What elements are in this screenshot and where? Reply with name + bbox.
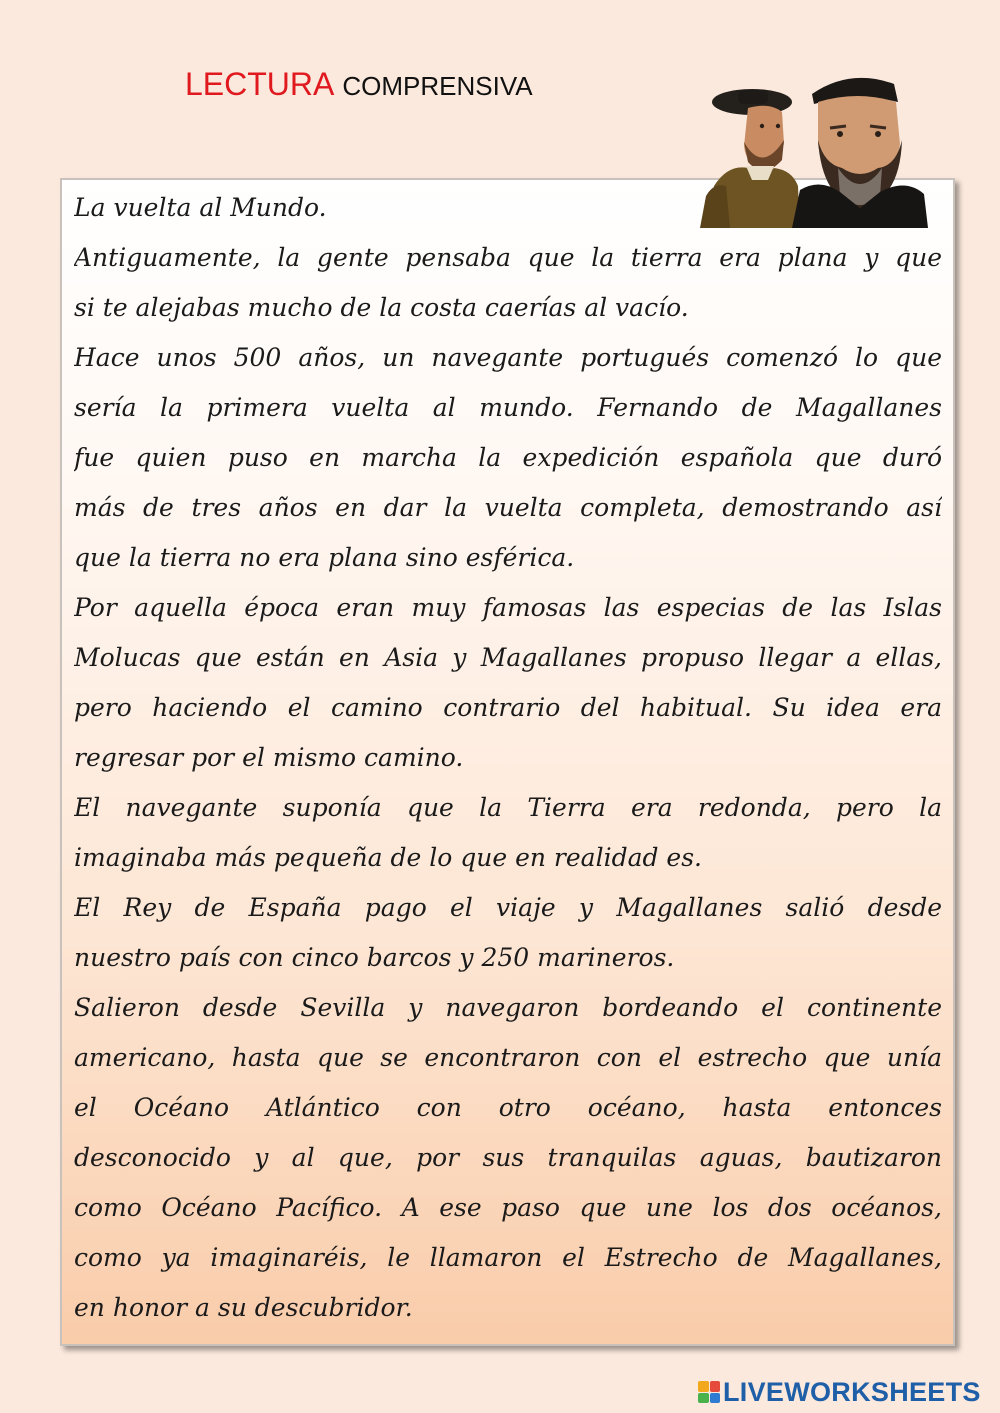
reading-line: imaginaba más pequeña de lo que en realidad es.: [74, 843, 703, 872]
reading-line: más de tres años en dar la vuelta completa, demostrando así: [74, 493, 942, 522]
reading-line: nuestro país con cinco barcos y 250 marineros.: [74, 943, 675, 972]
reading-line: Por aquella época eran muy famosas las especias de las Islas: [74, 593, 942, 622]
reading-line: que la tierra no era plana sino esférica.: [74, 543, 575, 572]
reading-line: americano, hasta que se encontraron con el estrecho que unía: [74, 1043, 942, 1072]
reading-line: como Océano Pacífico. A ese paso que une los dos océanos,: [74, 1193, 942, 1222]
reading-line: sería la primera vuelta al mundo. Fernando de Magallanes: [74, 393, 942, 422]
reading-line: Molucas que están en Asia y Magallanes propuso llegar a ellas,: [74, 643, 942, 672]
reading-line: desconocido y al que, por sus tranquilas aguas, bautizaron: [74, 1143, 942, 1172]
liveworksheets-logo-icon: [698, 1381, 720, 1403]
title-lectura: LECTURA: [185, 66, 335, 102]
reading-line: regresar por el mismo camino.: [74, 743, 464, 772]
liveworksheets-brand: [698, 1378, 981, 1406]
reading-line: pero haciendo el camino contrario del habitual. Su idea era: [74, 693, 942, 722]
reading-line: Hace unos 500 años, un navegante portugués comenzó lo que: [74, 343, 942, 372]
reading-title: La vuelta al Mundo.: [74, 193, 327, 222]
explorers-portrait-illustration: [700, 68, 928, 228]
reading-line: el Océano Atlántico con otro océano, hasta entonces: [74, 1093, 942, 1122]
reading-line: si te alejabas mucho de la costa caerías al vacío.: [74, 293, 689, 322]
reading-line: El Rey de España pago el viaje y Magallanes salió desde: [74, 893, 942, 922]
title-comprensiva: COMPRENSIVA: [342, 71, 533, 101]
reading-line: en honor a su descubridor.: [74, 1293, 413, 1322]
reading-line: Antiguamente, la gente pensaba que la tierra era plana y que: [74, 243, 942, 272]
reading-text-box: [60, 178, 955, 1346]
reading-line: fue quien puso en marcha la expedición española que duró: [74, 443, 942, 472]
reading-line: El navegante suponía que la Tierra era redonda, pero la: [74, 793, 942, 822]
brand-name: LIVEWORKSHEETS: [723, 1376, 981, 1407]
reading-line: Salieron desde Sevilla y navegaron bordeando el continente: [74, 993, 942, 1022]
page-title: [185, 66, 533, 103]
reading-line: como ya imaginaréis, le llamaron el Estrecho de Magallanes,: [74, 1243, 942, 1272]
